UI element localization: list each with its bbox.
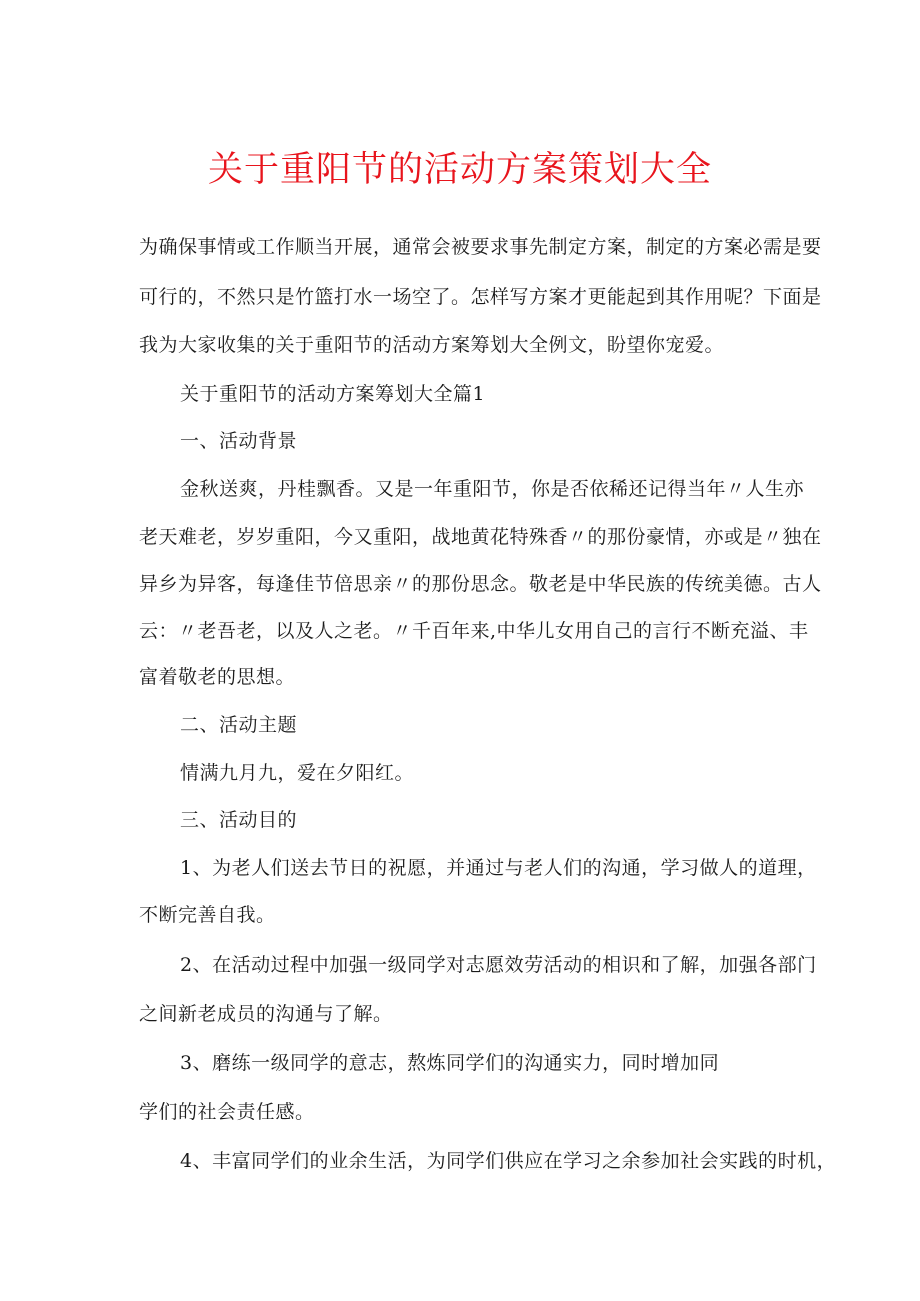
purpose-line-1: 1、为老人们送去节日的祝愿，并通过与老人们的沟通，学习做人的道理， [180,857,817,879]
intro-line-2: 可行的，不然只是竹篮打水一场空了。怎样写方案才更能起到其作用呢？下面是 [139,286,822,308]
background-line-1: 金秋送爽，丹桂飘香。又是一年重阳节，你是否依稀还记得当年〃人生亦 [180,478,805,500]
background-line-3: 异乡为异客，每逢佳节倍思亲〃的那份思念。敬老是中华民族的传统美德。古人 [139,573,822,595]
purpose-line-5: 3、磨练一级同学的意志，熬炼同学们的沟通实力，同时增加同 [180,1052,720,1074]
background-line-2: 老天难老，岁岁重阳，今又重阳，战地黄花特殊香〃的那份豪情，亦或是〃独在 [139,526,822,548]
theme-text: 情满九月九，爱在夕阳红。 [180,762,415,784]
purpose-line-2: 不断完善自我。 [139,904,276,926]
background-line-4: 云：〃老吾老，以及人之老。〃千百年来,中华儿女用自己的言行不断充溢、丰 [139,620,809,642]
purpose-line-7: 4、丰富同学们的业余生活，为同学们供应在学习之余参加社会实践的时机， [180,1150,837,1172]
heading-purpose: 三、活动目的 [180,809,298,831]
heading-theme: 二、活动主题 [180,714,298,736]
purpose-line-3: 2、在活动过程中加强一级同学对志愿效劳活动的相识和了解，加强各部门 [180,954,817,976]
section-title: 关于重阳节的活动方案筹划大全篇1 [180,383,486,405]
heading-background: 一、活动背景 [180,430,298,452]
purpose-line-6: 学们的社会责任感。 [139,1101,315,1123]
purpose-line-4: 之间新老成员的沟通与了解。 [139,1003,393,1025]
background-line-5: 富着敬老的思想。 [139,666,296,688]
intro-line-1: 为确保事情或工作顺当开展，通常会被要求事先制定方案，制定的方案必需是要 [139,236,822,258]
document-title: 关于重阳节的活动方案策划大全 [207,150,712,190]
intro-line-3: 我为大家收集的关于重阳节的活动方案筹划大全例文，盼望你宠爱。 [139,334,725,356]
